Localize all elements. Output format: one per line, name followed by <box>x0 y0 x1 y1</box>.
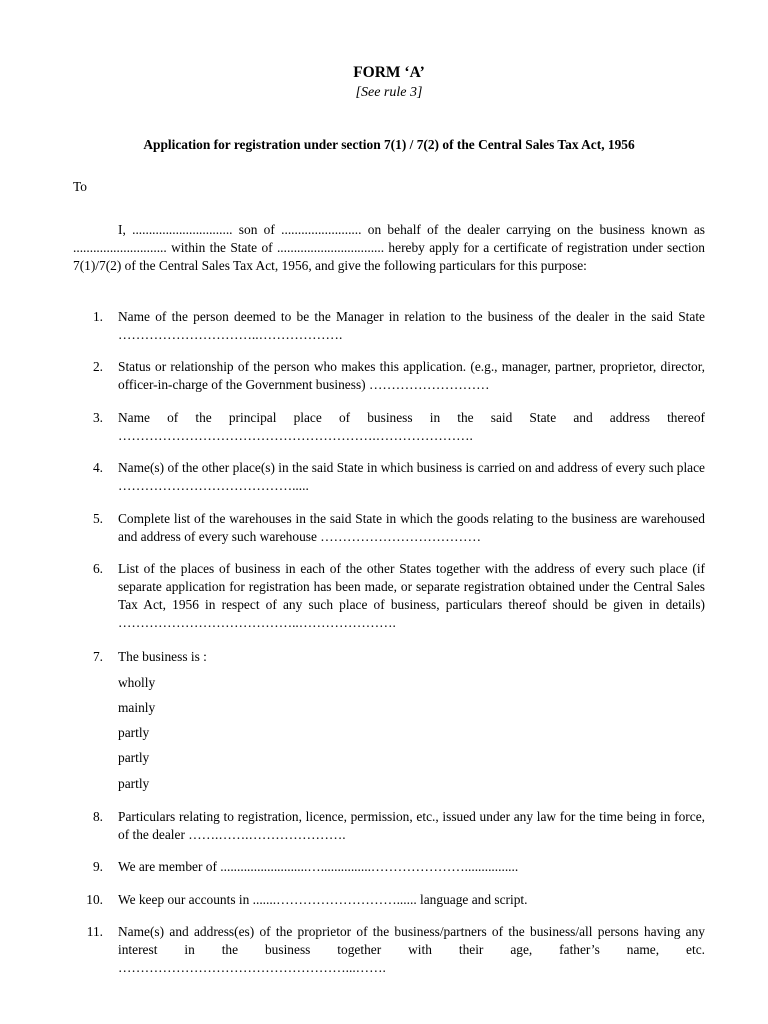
form-item-6 <box>73 560 705 632</box>
item-number: 7. <box>92 649 103 664</box>
item-text: Name of the principal place of business in the said State and address thereof ………………………………………………….…………………. <box>118 410 705 443</box>
business-option-partly: partly <box>118 776 150 791</box>
form-item-3 <box>73 409 705 445</box>
item-number: 3. <box>92 410 103 425</box>
intro-text: I, .............................. son of ........................ on behalf of the dealer carrying on the business known as ............................ within the State of ................................ hereby apply for a certificate of registration under section 7(1)/7(2) of the Central Sales Tax Act, 1956, and give the following particulars for this purpose: <box>73 222 705 273</box>
addressee-label: To <box>73 179 87 194</box>
business-option-partly: partly <box>118 725 150 740</box>
item-number: 5. <box>92 511 103 526</box>
business-option-wholly: wholly <box>118 675 156 690</box>
form-item-1 <box>73 308 705 344</box>
item-number: 10. <box>86 892 103 907</box>
form-heading: Application for registration under section 7(1) / 7(2) of the Central Sales Tax Act, 1956 <box>143 137 635 152</box>
item-number: 1. <box>92 309 103 324</box>
form-item-11 <box>73 923 705 977</box>
form-page <box>73 0 705 1024</box>
intro-paragraph <box>73 221 705 275</box>
form-item-2 <box>73 358 705 394</box>
item-text: We are member of ..........................…...............…………………................ <box>118 859 519 874</box>
item-text: Complete list of the warehouses in the said State in which the goods relating to the business are warehoused and address of every such warehouse ……………………………… <box>118 511 705 544</box>
form-item-8 <box>73 808 705 844</box>
form-item-9 <box>73 858 705 876</box>
item-number: 4. <box>92 460 103 475</box>
form-item-5 <box>73 510 705 546</box>
form-subtitle: [See rule 3] <box>355 85 423 100</box>
item-text: List of the places of business in each of the other States together with the address of every such place (if separate application for registration has been made, or separate registration obtained under the Central Sales Tax Act, 1956 in respect of any such place of business, particulars thereof should be given in details) …………………………………..…………………. <box>118 561 705 630</box>
form-item-4 <box>73 459 705 495</box>
item-text: Name(s) of the other place(s) in the said State in which business is carried on and address of every such place …………………………………..... <box>118 460 705 493</box>
business-option-mainly: mainly <box>118 700 156 715</box>
form-item-10 <box>73 891 705 909</box>
item-text: Name(s) and address(es) of the proprietor of the business/partners of the business/all persons having any interest in the business together with their age, father’s name, etc. ……………………………………………...……. <box>118 924 705 975</box>
item-number: 6. <box>92 561 103 576</box>
item-number: 8. <box>92 809 103 824</box>
form-item-7 <box>73 648 705 666</box>
item-text: Status or relationship of the person who makes this application. (e.g., manager, partner, proprietor, director, officer-in-charge of the Government business) ……………………… <box>118 359 705 392</box>
item-number: 2. <box>92 359 103 374</box>
form-title: FORM ‘A’ <box>353 64 425 81</box>
business-option-partly: partly <box>118 750 150 765</box>
item-text: We keep our accounts in .......………………………...... language and script. <box>118 892 528 907</box>
item-text: Particulars relating to registration, licence, permission, etc., issued under any law for the time being in force, of the dealer …….…….…………………. <box>118 809 705 842</box>
item-number: 11. <box>86 924 103 939</box>
item-text: Name of the person deemed to be the Manager in relation to the business of the dealer in the said State …………………………..………………. <box>118 309 705 342</box>
item-text: The business is : <box>118 649 207 664</box>
item-number: 9. <box>92 859 103 874</box>
